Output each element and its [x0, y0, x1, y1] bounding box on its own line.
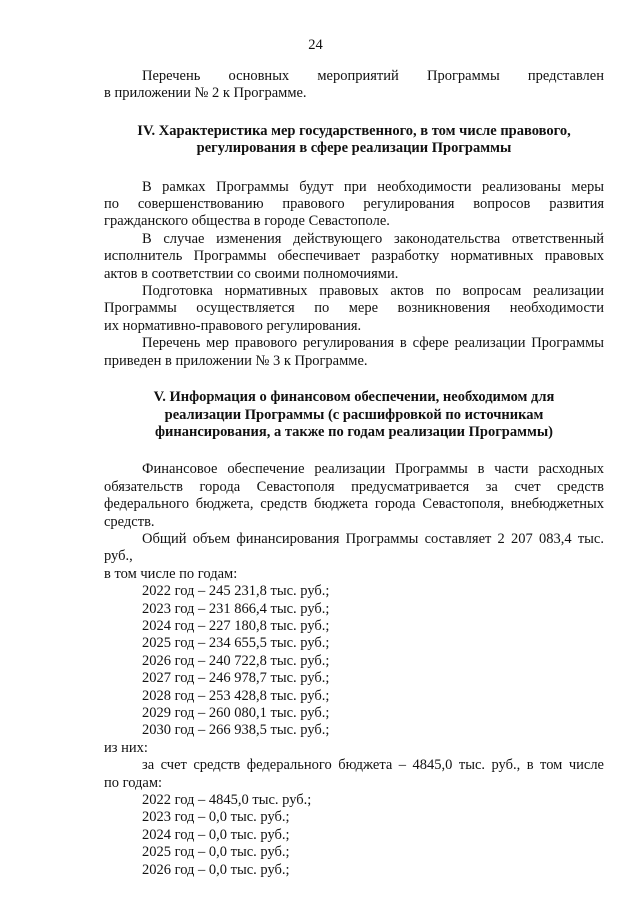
section-4-heading-line-2: регулирования в сфере реализации Программы — [196, 140, 512, 157]
document-body — [104, 68, 604, 879]
section-5-paragraph-2 — [104, 531, 604, 583]
paragraph-line: Финансовое обеспечение реализации Программы в части расходных — [142, 461, 604, 478]
paragraph-line: Программы осуществляется по мере возникновения необходимости — [104, 300, 604, 317]
list-item: 2022 год – 245 231,8 тыс. руб.; — [142, 583, 330, 600]
paragraph-line: их нормативно-правового регулирования. — [104, 317, 362, 334]
paragraph-line: федерального бюджета, средств бюджета города Севастополя, внебюджетных — [104, 496, 604, 513]
intro-line-2: в приложении № 2 к Программе. — [104, 85, 307, 102]
paragraph-line: Подготовка нормативных правовых актов по вопросам реализации — [142, 283, 604, 300]
federal-budget-paragraph — [104, 757, 604, 792]
section-5-heading-line-1: V. Информация о финансовом обеспечении, необходимом для — [153, 389, 555, 406]
intro-line-1: Перечень основных мероприятий Программы представлен — [142, 68, 604, 84]
paragraph-line: В случае изменения действующего законодательства ответственный — [142, 230, 604, 247]
list-item: 2023 год – 231 866,4 тыс. руб.; — [142, 600, 330, 617]
paragraph-line: В рамках Программы будут при необходимости реализованы меры — [142, 178, 604, 195]
list-item: 2029 год – 260 080,1 тыс. руб.; — [142, 705, 330, 721]
section-5-heading-line-2: реализации Программы (с расшифровкой по источникам — [164, 406, 544, 423]
paragraph-line: Общий объем финансирования Программы составляет 2 207 083,4 тыс. руб., — [104, 530, 604, 565]
paragraph-line: по совершенствованию правового регулирования вопросов развития — [104, 196, 604, 213]
page-number: 24 — [308, 37, 323, 53]
paragraph-line: исполнитель Программы обеспечивает разработку нормативных правовых — [104, 248, 604, 265]
section-4-paragraph-1 — [104, 179, 604, 231]
section-4-heading — [104, 123, 604, 158]
paragraph-line: обязательств города Севастополя предусматривается за счет средств — [104, 478, 604, 495]
section-4-paragraph-3 — [104, 283, 604, 335]
section-5-heading — [104, 389, 604, 441]
paragraph-line: средств. — [104, 513, 155, 530]
list-item: 2028 год – 253 428,8 тыс. руб.; — [142, 687, 330, 704]
of-which-label: из них: — [104, 739, 148, 756]
section-4-paragraph-2 — [104, 231, 604, 283]
section-4-paragraph-4 — [104, 335, 604, 370]
list-item: 2023 год – 0,0 тыс. руб.; — [142, 809, 290, 826]
list-item: 2022 год – 4845,0 тыс. руб.; — [142, 792, 312, 809]
section-5-paragraph-1 — [104, 461, 604, 531]
paragraph-line: за счет средств федерального бюджета – 4845,0 тыс. руб., в том числе — [142, 757, 604, 774]
list-item: 2030 год – 266 938,5 тыс. руб.; — [142, 722, 330, 739]
list-item: 2024 год – 227 180,8 тыс. руб.; — [142, 617, 330, 634]
list-item: 2027 год – 246 978,7 тыс. руб.; — [142, 670, 330, 687]
list-item: 2025 год – 0,0 тыс. руб.; — [142, 844, 290, 861]
paragraph-line: актов в соответствии со своими полномочиями. — [104, 265, 399, 282]
section-4-heading-line-1: IV. Характеристика мер государственного, в том числе правового, — [137, 122, 571, 139]
yearly-total-list — [104, 583, 604, 740]
section-5-heading-line-3: финансирования, а также по годам реализации Программы) — [154, 423, 554, 440]
paragraph-line: в том числе по годам: — [104, 565, 238, 582]
list-item: 2025 год – 234 655,5 тыс. руб.; — [142, 635, 330, 652]
paragraph-line: по годам: — [104, 774, 163, 791]
paragraph-line: Перечень мер правового регулирования в сфере реализации Программы — [142, 335, 604, 352]
list-item: 2024 год – 0,0 тыс. руб.; — [142, 826, 290, 843]
list-item: 2026 год – 0,0 тыс. руб.; — [142, 861, 290, 878]
paragraph-line: гражданского общества в городе Севастополе. — [104, 213, 390, 230]
list-item: 2026 год – 240 722,8 тыс. руб.; — [142, 652, 330, 669]
paragraph-line: приведен в приложении № 3 к Программе. — [104, 352, 368, 369]
yearly-federal-list — [104, 792, 604, 879]
